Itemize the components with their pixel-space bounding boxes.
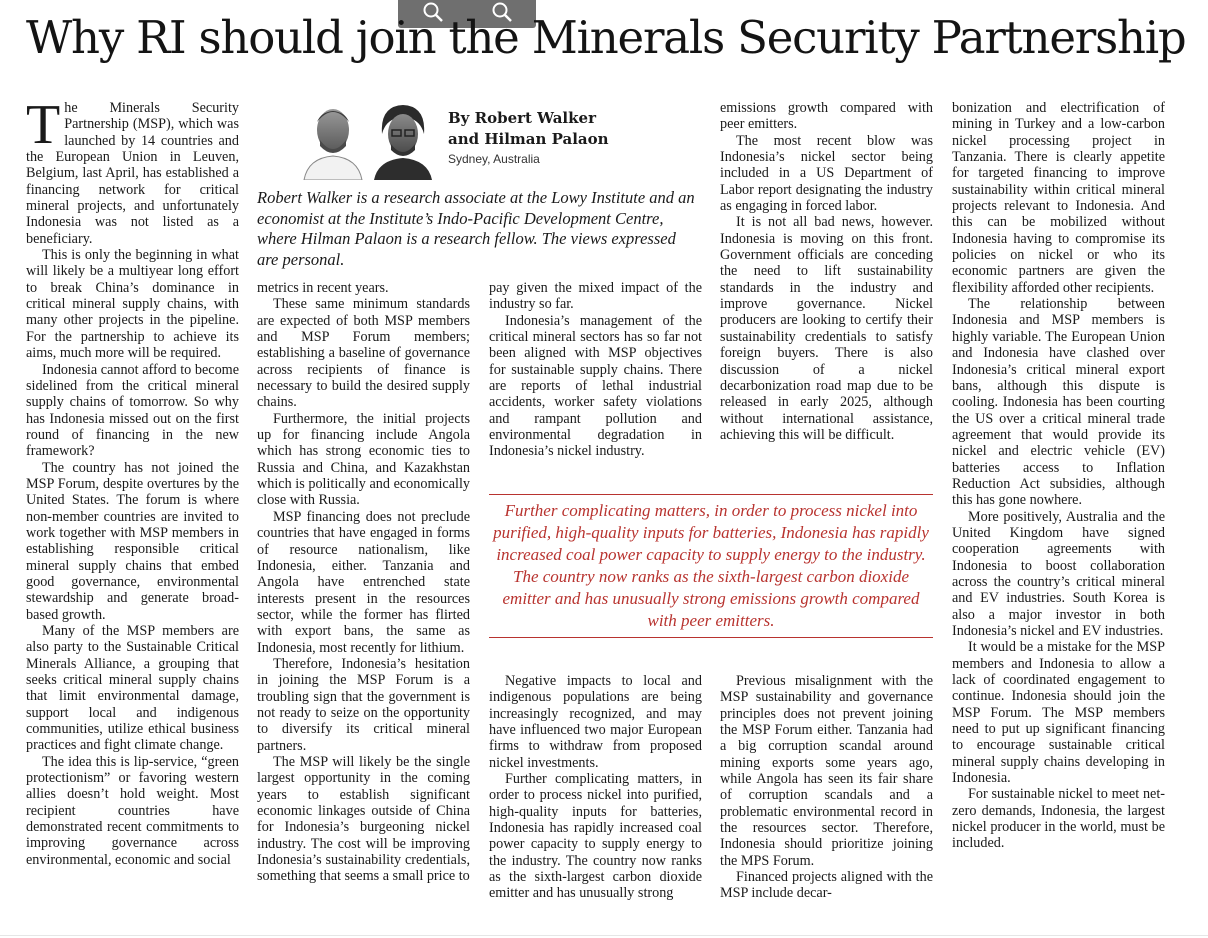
article-column-4-bottom bbox=[720, 673, 933, 902]
paragraph: The most recent blow was Indonesia’s nickel sector being included in a US Department of Labor report designating the industry as engaging in forced labor. bbox=[720, 132, 933, 215]
paragraph: The country has not joined the MSP Forum, despite overtures by the United States. The forum is where non-member countries are invited to work together with MSP members in establishing responsible critical mineral supply chains that embed good governance, environmental stewardship and generate broad-based growth. bbox=[26, 459, 239, 623]
paragraph: MSP financing does not preclude countries that have engaged in forms of resource nationalism, like Indonesia, either. Tanzania and Angola have entrenched state interests present in the resources sector, while the former has flirted with export bans, the same as Indonesia, most recently for lithium. bbox=[257, 508, 470, 656]
article-column-1 bbox=[26, 94, 239, 868]
paragraph: These same minimum standards are expected of both MSP members and MSP Forum members; establishing a baseline of governance across recipients of finance is necessary to build the desired supply chains. bbox=[257, 296, 470, 411]
paragraph: The idea this is lip-service, “green protectionism” or favoring western allies doesn’t hold weight. Most recipient countries have demonstrated recent commitments to improving governance across environmental, economic and social bbox=[26, 753, 239, 868]
author-line-1: By Robert Walker bbox=[448, 109, 596, 127]
pull-quote: Further complicating matters, in order to process nickel into purified, high-quality inputs for batteries, Indonesia has rapidly increased coal power capacity to supply energy to the industry. The country now ranks as the sixth-largest carbon dioxide emitter and has unusually strong emissions growth compared with peer emitters. bbox=[489, 494, 933, 638]
paragraph: Indonesia cannot afford to become sidelined from the critical mineral supply chains of tomorrow. So why has Indonesia missed out on the first round of financing in the new framework? bbox=[26, 361, 239, 460]
article-column-5 bbox=[952, 100, 1165, 852]
paragraph: The MSP will likely be the single largest opportunity in the coming years to establish significant economic linkages outside of China for Indonesia’s burgeoning nickel industry. The cost will be improving Indonesia’s sustainability credentials, something that seems a small price to bbox=[257, 753, 470, 885]
author-photo-robert-walker bbox=[300, 100, 366, 180]
paragraph: More positively, Australia and the United Kingdom have signed cooperation agreements with Indonesia to boost collaboration across the country’s critical mineral and EV industries. South Korea is also a major investor in both Indonesia’s nickel and EV industries. bbox=[952, 508, 1165, 639]
paragraph: It is not all bad news, however. Indonesia is moving on this front. Government officials are conceding the need to lift sustainability standards in the industry and improve governance. Nickel producers are looking to certify their sustainability credentials to satisfy foreign buyers. There is also discussion of a nickel decarbonization road map due to be released in early 2025, although without international assistance, achieving this will be difficult. bbox=[720, 214, 933, 443]
byline bbox=[296, 94, 716, 184]
headline: Why RI should join the Minerals Security Partnership bbox=[26, 11, 1186, 64]
paragraph: Previous misalignment with the MSP sustainability and governance principles does not prevent joining the MSP Forum either. Tanzania had a big corruption scandal around mining exports some years ago, while Angola has seen its fair share of corruption scandals and a problematic environmental record in the resources sector. Therefore, Indonesia should prioritize joining the MPS Forum. bbox=[720, 673, 933, 869]
page-bottom-rule bbox=[0, 935, 1208, 936]
paragraph: Furthermore, the initial projects up for financing include Angola which has strong economic ties to Russia and China, and Kazakhstan which is politically and economically close with Russia. bbox=[257, 410, 470, 509]
paragraph: emissions growth compared with peer emitters. bbox=[720, 100, 933, 133]
paragraph: Further complicating matters, in order to process nickel into purified, high-quality inputs for batteries, Indonesia has rapidly increased coal power capacity to supply energy to the industry. The country now ranks as the sixth-largest carbon dioxide emitter and has unusually strong bbox=[489, 771, 702, 902]
byline-authors bbox=[448, 108, 609, 150]
paragraph: Negative impacts to local and indigenous populations are being increasingly recognized, and may have influenced two major European firms to withdraw from proposed nickel investments. bbox=[489, 673, 702, 771]
paragraph: Indonesia’s management of the critical mineral sectors has so far not been aligned with MSP objectives for sustainable supply chains. There are reports of lethal industrial accidents, worker safety violations and rampant pollution and environmental degradation in Indonesia’s nickel industry. bbox=[489, 312, 702, 460]
paragraph: For sustainable nickel to meet net-zero demands, Indonesia, the largest nickel producer in the world, must be included. bbox=[952, 786, 1165, 852]
byline-location: Sydney, Australia bbox=[448, 152, 540, 166]
paragraph: It would be a mistake for the MSP members and Indonesia to allow a lack of coordinated engagement to continue. Indonesia should join the MSP Forum. The MSP members need to put up significant financing to encourage sustainable critical mineral supply chains developing in Indonesia. bbox=[952, 639, 1165, 787]
paragraph: The Minerals Security Partnership (MSP), which was launched by 14 countries and the European Union in Leuven, Belgium, last April, has established a financing network for critical mineral projects, and unfortunately Indonesia was not listed as a beneficiary. bbox=[26, 94, 239, 247]
author-bio: Robert Walker is a research associate at the Lowy Institute and an economist at the Institute’s Indo-Pacific Development Centre, where Hilman Palaon is a research fellow. The views expressed are personal. bbox=[257, 188, 695, 269]
paragraph: Financed projects aligned with the MSP include decar- bbox=[720, 869, 933, 902]
paragraph: Many of the MSP members are also party to the Sustainable Critical Minerals Alliance, a grouping that seeks critical mineral supply chains that limit environmental damage, support local and indigenous communities, utilize ethical business practices and fight climate change. bbox=[26, 623, 239, 754]
author-photo-hilman-palaon bbox=[370, 100, 436, 180]
article-column-3-top bbox=[489, 280, 702, 460]
drop-cap: T bbox=[26, 94, 61, 156]
paragraph: metrics in recent years. bbox=[257, 280, 389, 296]
paragraph: pay given the mixed impact of the industry so far. bbox=[489, 280, 702, 313]
paragraph: The relationship between Indonesia and MSP members is highly variable. The European Union and Indonesia have clashed over Indonesia’s critical mineral export bans, although this dispute is cooling. Indonesia has been courting the US over a critical mineral trade agreement that would provide its nickel and electric vehicle (EV) batteries access to Inflation Reduction Act subsidies, although this has gone nowhere. bbox=[952, 296, 1165, 509]
article-column-4-top bbox=[720, 100, 933, 443]
paragraph: bonization and electrification of mining in Turkey and a low-carbon nickel processing project in Tanzania. There is clearly appetite for targeted financing to improve sustainability within critical mineral projects relevant to Indonesia. And this can be mobilized without Indonesia having to compromise its policies on nickel or who its economic partners are given the flexibility afforded other recipients. bbox=[952, 100, 1165, 296]
article-column-3-bottom bbox=[489, 673, 702, 902]
paragraph: This is only the beginning in what will likely be a multiyear long effort to break China’s dominance in critical mineral supply chains, with many other projects in the pipeline. For the partnership to achieve its aims, much more will be required. bbox=[26, 247, 239, 362]
author-line-2: and Hilman Palaon bbox=[448, 130, 609, 148]
article-column-2 bbox=[257, 280, 470, 885]
paragraph: Therefore, Indonesia’s hesitation in joining the MSP Forum is a troubling sign that the government is not ready to seize on the opportunity to diversify its critical mineral partners. bbox=[257, 655, 470, 754]
